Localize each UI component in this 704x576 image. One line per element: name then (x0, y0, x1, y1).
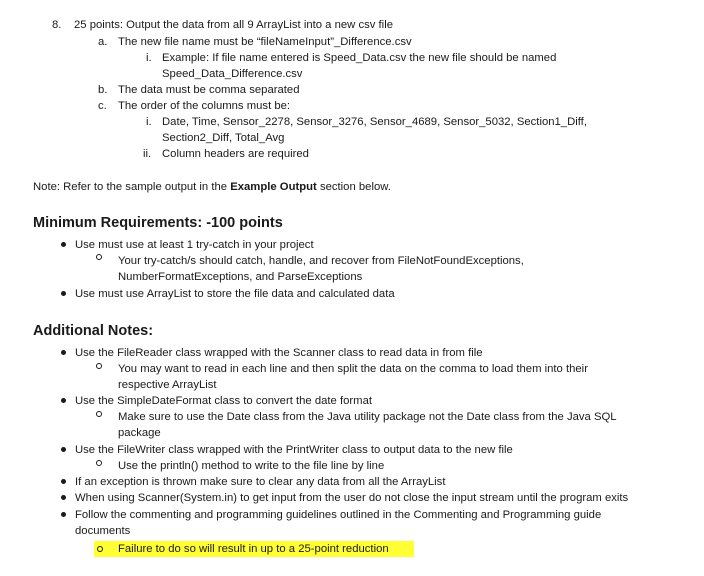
bullet-icon (61, 350, 66, 355)
min-req-bullet-1: Use must use at least 1 try-catch in your project (75, 239, 314, 251)
item-8a-i-label: i. (146, 52, 152, 64)
item-8c-text: The order of the columns must be: (118, 100, 291, 112)
sub-bullet-icon (96, 363, 102, 369)
item-8c-i-line1: Date, Time, Sensor_2278, Sensor_3276, Sensor_4689, Sensor_5032, Section1_Diff, (162, 116, 587, 128)
item-8a-label: a. (98, 36, 108, 48)
item-8c-i-line2: Section2_Diff, Total_Avg (162, 132, 285, 144)
bullet-icon (61, 242, 66, 247)
bullet-icon (61, 495, 66, 500)
sub-bullet-icon (96, 254, 102, 260)
notes-sub-6-highlighted: Failure to do so will result in up to a 25-point reduction (118, 543, 389, 555)
item-8c-ii-label: ii. (143, 148, 152, 160)
item-8c-ii-text: Column headers are required (162, 148, 309, 160)
item-8a-text: The new file name must be “fileNameInput”_Difference.csv (118, 36, 412, 48)
notes-bullet-6-line1: Follow the commenting and programming guidelines outlined in the Commenting and Programming guide (75, 509, 602, 521)
bullet-icon (61, 447, 66, 452)
min-req-sub-1-line2: NumberFormatExceptions, and ParseExceptions (118, 271, 363, 283)
item-8c-label: c. (98, 100, 107, 112)
notes-sub-2-line1: Make sure to use the Date class from the Java utility package not the Date class from the Java SQL (118, 411, 617, 423)
note: Note: Refer to the sample output in the Example Output section below. (33, 181, 391, 193)
notes-heading: Additional Notes: (33, 323, 154, 339)
item-8a-i-line1: Example: If file name entered is Speed_Data.csv the new file should be named (162, 52, 557, 64)
sub-bullet-icon (96, 460, 102, 466)
min-req-bullet-2: Use must use ArrayList to store the file data and calculated data (75, 288, 395, 300)
notes-bullet-2: Use the SimpleDateFormat class to convert the date format (75, 395, 372, 407)
notes-sub-2-line2: package (118, 427, 161, 439)
notes-sub-1-line1: You may want to read in each line and then split the data on the comma to load them into their (118, 363, 588, 375)
notes-sub-3: Use the println() method to write to the file line by line (118, 460, 385, 472)
bullet-icon (61, 479, 66, 484)
notes-bullet-4: If an exception is thrown make sure to clear any data from all the ArrayList (75, 476, 446, 488)
notes-sub-1-line2: respective ArrayList (118, 379, 217, 391)
item-8a-i-line2: Speed_Data_Difference.csv (162, 68, 303, 80)
bullet-icon (61, 291, 66, 296)
min-req-sub-1-line1: Your try-catch/s should catch, handle, and recover from FileNotFoundExceptions, (118, 255, 524, 267)
bullet-icon (61, 398, 66, 403)
item-8b-label: b. (98, 84, 108, 96)
item-8-number: 8. (52, 19, 62, 31)
bullet-icon (61, 512, 66, 517)
item-8-text: 25 points: Output the data from all 9 ArrayList into a new csv file (74, 19, 393, 31)
notes-bullet-5: When using Scanner(System.in) to get input from the user do not close the input stream until the program exits (75, 492, 629, 504)
item-8c-i-label: i. (146, 116, 152, 128)
notes-bullet-1: Use the FileReader class wrapped with the Scanner class to read data in from file (75, 347, 483, 359)
notes-bullet-3: Use the FileWriter class wrapped with the PrintWriter class to output data to the new file (75, 444, 513, 456)
sub-bullet-icon (96, 411, 102, 417)
sub-bullet-icon (97, 546, 103, 552)
item-8b-text: The data must be comma separated (118, 84, 300, 96)
min-req-heading: Minimum Requirements: -100 points (33, 215, 283, 231)
notes-bullet-6-line2: documents (75, 525, 131, 537)
